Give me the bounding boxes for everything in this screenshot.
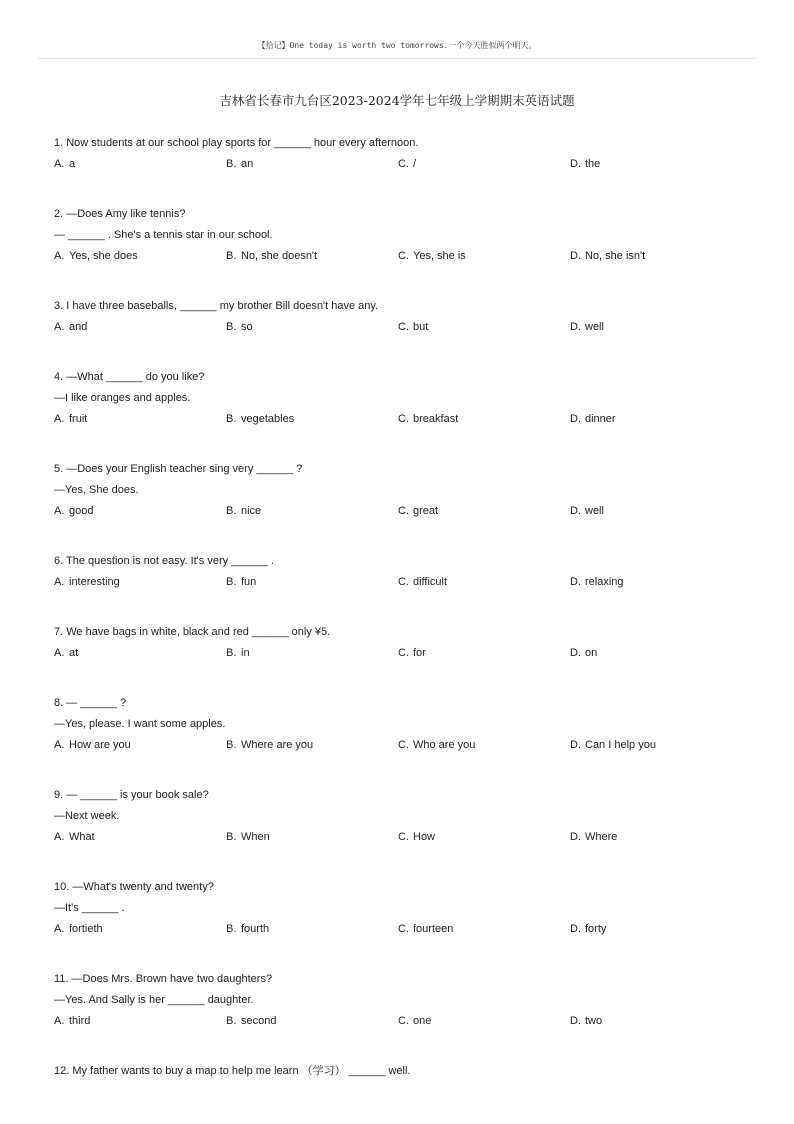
option-d[interactable]	[570, 643, 742, 664]
option-a[interactable]	[54, 735, 226, 756]
option-b[interactable]	[226, 735, 398, 756]
question-text-line: 4. —What ______ do you like?	[54, 371, 205, 383]
option-b[interactable]	[226, 1011, 398, 1032]
option-c[interactable]	[398, 409, 570, 430]
question-text-line: 1. Now students at our school play sports for ______ hour every afternoon.	[54, 137, 419, 149]
option-letter: D.	[570, 923, 581, 935]
option-d[interactable]	[570, 735, 742, 756]
option-letter: B.	[226, 647, 237, 659]
option-letter: A.	[54, 647, 65, 659]
answer-options	[54, 1011, 754, 1032]
answer-options	[54, 827, 754, 848]
question-spacer	[54, 848, 754, 877]
option-text: second	[241, 1015, 277, 1027]
option-c[interactable]	[398, 317, 570, 338]
option-letter: D.	[570, 647, 581, 659]
option-d[interactable]	[570, 246, 742, 267]
option-text: two	[585, 1015, 603, 1027]
option-letter: D.	[570, 250, 581, 262]
option-b[interactable]	[226, 501, 398, 522]
option-text: vegetables	[241, 413, 295, 425]
option-text: breakfast	[413, 413, 459, 425]
option-text: one	[413, 1015, 432, 1027]
option-letter: C.	[398, 739, 409, 751]
option-letter: A.	[54, 739, 65, 751]
option-letter: B.	[226, 739, 237, 751]
option-text: but	[413, 321, 429, 333]
question-spacer	[54, 175, 754, 204]
option-c[interactable]	[398, 735, 570, 756]
option-letter: D.	[570, 739, 581, 751]
question-text-line: 12. My father wants to buy a map to help me learn （学习） ______ well.	[54, 1065, 411, 1077]
option-text: so	[241, 321, 253, 333]
option-a[interactable]	[54, 317, 226, 338]
option-d[interactable]	[570, 154, 742, 175]
question-5	[54, 459, 754, 522]
option-text: Yes, she is	[413, 250, 466, 262]
option-letter: A.	[54, 831, 65, 843]
document-title: 吉林省长春市九台区2023-2024学年七年级上学期期末英语试题	[219, 93, 575, 108]
option-text: great	[413, 505, 439, 517]
option-letter: A.	[54, 505, 65, 517]
option-letter: B.	[226, 831, 237, 843]
option-text: well	[585, 321, 604, 333]
option-b[interactable]	[226, 317, 398, 338]
option-text: fun	[241, 576, 257, 588]
question-text-line: 10. —What's twenty and twenty?	[54, 881, 214, 893]
option-text: at	[69, 647, 79, 659]
option-a[interactable]	[54, 919, 226, 940]
option-d[interactable]	[570, 1011, 742, 1032]
option-text: No, she isn't	[585, 250, 646, 262]
question-11	[54, 969, 754, 1032]
option-d[interactable]	[570, 317, 742, 338]
question-text-line: 3. I have three baseballs, ______ my brother Bill doesn't have any.	[54, 300, 379, 312]
option-letter: C.	[398, 576, 409, 588]
question-text-line: 6. The question is not easy. It's very ______ .	[54, 555, 274, 567]
option-d[interactable]	[570, 501, 742, 522]
answer-options	[54, 919, 754, 940]
option-text: the	[585, 158, 601, 170]
option-text: on	[585, 647, 598, 659]
option-text: Where are you	[241, 739, 314, 751]
question-text-line: —I like oranges and apples.	[54, 392, 191, 404]
option-a[interactable]	[54, 409, 226, 430]
option-letter: A.	[54, 413, 65, 425]
option-text: What	[69, 831, 95, 843]
option-d[interactable]	[570, 409, 742, 430]
question-4	[54, 367, 754, 430]
option-text: good	[69, 505, 94, 517]
option-letter: C.	[398, 647, 409, 659]
option-b[interactable]	[226, 572, 398, 593]
option-letter: A.	[54, 1015, 65, 1027]
question-text-line: —Next week.	[54, 810, 120, 822]
option-letter: C.	[398, 413, 409, 425]
option-letter: A.	[54, 923, 65, 935]
answer-options	[54, 643, 754, 664]
header-divider	[38, 58, 756, 59]
question-text-line: —Yes, She does.	[54, 484, 139, 496]
option-text: nice	[241, 505, 262, 517]
option-letter: B.	[226, 505, 237, 517]
option-letter: D.	[570, 1015, 581, 1027]
question-spacer	[54, 267, 754, 296]
question-9	[54, 785, 754, 848]
option-a[interactable]	[54, 246, 226, 267]
question-12	[54, 1061, 754, 1082]
option-text: forty	[585, 923, 607, 935]
question-7	[54, 622, 754, 664]
option-letter: C.	[398, 505, 409, 517]
option-text: a	[69, 158, 76, 170]
option-text: dinner	[585, 413, 616, 425]
question-spacer	[54, 756, 754, 785]
option-c[interactable]	[398, 501, 570, 522]
option-text: difficult	[413, 576, 448, 588]
question-spacer	[54, 430, 754, 459]
option-a[interactable]	[54, 572, 226, 593]
question-text-line: —It's ______ .	[54, 902, 125, 914]
option-letter: D.	[570, 576, 581, 588]
option-letter: C.	[398, 321, 409, 333]
option-letter: C.	[398, 831, 409, 843]
option-text: interesting	[69, 576, 120, 588]
question-text-line: 11. —Does Mrs. Brown have two daughters?	[54, 973, 273, 985]
option-text: How	[413, 831, 436, 843]
option-text: an	[241, 158, 254, 170]
option-letter: D.	[570, 831, 581, 843]
option-letter: D.	[570, 505, 581, 517]
option-text: and	[69, 321, 88, 333]
answer-options	[54, 154, 754, 175]
option-letter: A.	[54, 250, 65, 262]
question-6	[54, 551, 754, 593]
option-letter: B.	[226, 250, 237, 262]
option-letter: C.	[398, 158, 409, 170]
option-d[interactable]	[570, 827, 742, 848]
header-motto: 【拾记】One today is worth two tomorrows.一个今天胜似两个明天。	[257, 41, 537, 50]
answer-options	[54, 409, 754, 430]
option-d[interactable]	[570, 572, 742, 593]
option-letter: A.	[54, 158, 65, 170]
question-8	[54, 693, 754, 756]
option-letter: C.	[398, 1015, 409, 1027]
question-spacer	[54, 1032, 754, 1061]
option-text: No, she doesn't	[241, 250, 318, 262]
option-text: for	[413, 647, 426, 659]
option-c[interactable]	[398, 827, 570, 848]
option-letter: A.	[54, 321, 65, 333]
question-text-line: —Yes. And Sally is her ______ daughter.	[54, 994, 254, 1006]
question-text-line: 2. —Does Amy like tennis?	[54, 208, 186, 220]
option-a[interactable]	[54, 643, 226, 664]
option-b[interactable]	[226, 919, 398, 940]
answer-options	[54, 317, 754, 338]
answer-options	[54, 735, 754, 756]
option-text: relaxing	[585, 576, 624, 588]
option-c[interactable]	[398, 572, 570, 593]
option-c[interactable]	[398, 154, 570, 175]
option-a[interactable]	[54, 827, 226, 848]
question-list	[54, 133, 754, 1082]
option-text: Can I help you	[585, 739, 656, 751]
option-c[interactable]	[398, 919, 570, 940]
option-letter: B.	[226, 923, 237, 935]
question-text-line: 8. — ______ ?	[54, 697, 127, 709]
question-spacer	[54, 338, 754, 367]
option-text: Yes, she does	[69, 250, 138, 262]
question-10	[54, 877, 754, 940]
option-letter: C.	[398, 250, 409, 262]
option-letter: B.	[226, 158, 237, 170]
question-spacer	[54, 522, 754, 551]
option-text: fourteen	[413, 923, 454, 935]
option-text: well	[585, 505, 604, 517]
option-text: in	[241, 647, 250, 659]
option-letter: D.	[570, 158, 581, 170]
option-text: /	[413, 158, 417, 170]
question-spacer	[54, 940, 754, 969]
option-a[interactable]	[54, 501, 226, 522]
option-b[interactable]	[226, 643, 398, 664]
question-3	[54, 296, 754, 338]
option-a[interactable]	[54, 1011, 226, 1032]
question-spacer	[54, 593, 754, 622]
question-text-line: — ______ . She's a tennis star in our school.	[54, 229, 273, 241]
option-a[interactable]	[54, 154, 226, 175]
option-letter: A.	[54, 576, 65, 588]
option-c[interactable]	[398, 643, 570, 664]
option-text: Who are you	[413, 739, 476, 751]
option-c[interactable]	[398, 1011, 570, 1032]
answer-options	[54, 572, 754, 593]
option-letter: B.	[226, 576, 237, 588]
option-text: fortieth	[69, 923, 103, 935]
question-text-line: —Yes, please. I want some apples.	[54, 718, 226, 730]
question-text-line: 5. —Does your English teacher sing very ______ ?	[54, 463, 303, 475]
option-letter: B.	[226, 321, 237, 333]
option-text: fourth	[241, 923, 270, 935]
option-c[interactable]	[398, 246, 570, 267]
answer-options	[54, 246, 754, 267]
option-letter: B.	[226, 1015, 237, 1027]
option-b[interactable]	[226, 409, 398, 430]
option-b[interactable]	[226, 246, 398, 267]
question-text-line: 7. We have bags in white, black and red ______ only ¥5.	[54, 626, 331, 638]
option-b[interactable]	[226, 154, 398, 175]
question-text-line: 9. — ______ is your book sale?	[54, 789, 209, 801]
option-text: When	[241, 831, 270, 843]
option-letter: D.	[570, 413, 581, 425]
question-1	[54, 133, 754, 175]
option-letter: C.	[398, 923, 409, 935]
option-d[interactable]	[570, 919, 742, 940]
question-spacer	[54, 664, 754, 693]
option-text: Where	[585, 831, 618, 843]
option-text: How are you	[69, 739, 131, 751]
option-b[interactable]	[226, 827, 398, 848]
question-2	[54, 204, 754, 267]
option-letter: D.	[570, 321, 581, 333]
option-letter: B.	[226, 413, 237, 425]
option-text: fruit	[69, 413, 88, 425]
answer-options	[54, 501, 754, 522]
option-text: third	[69, 1015, 91, 1027]
